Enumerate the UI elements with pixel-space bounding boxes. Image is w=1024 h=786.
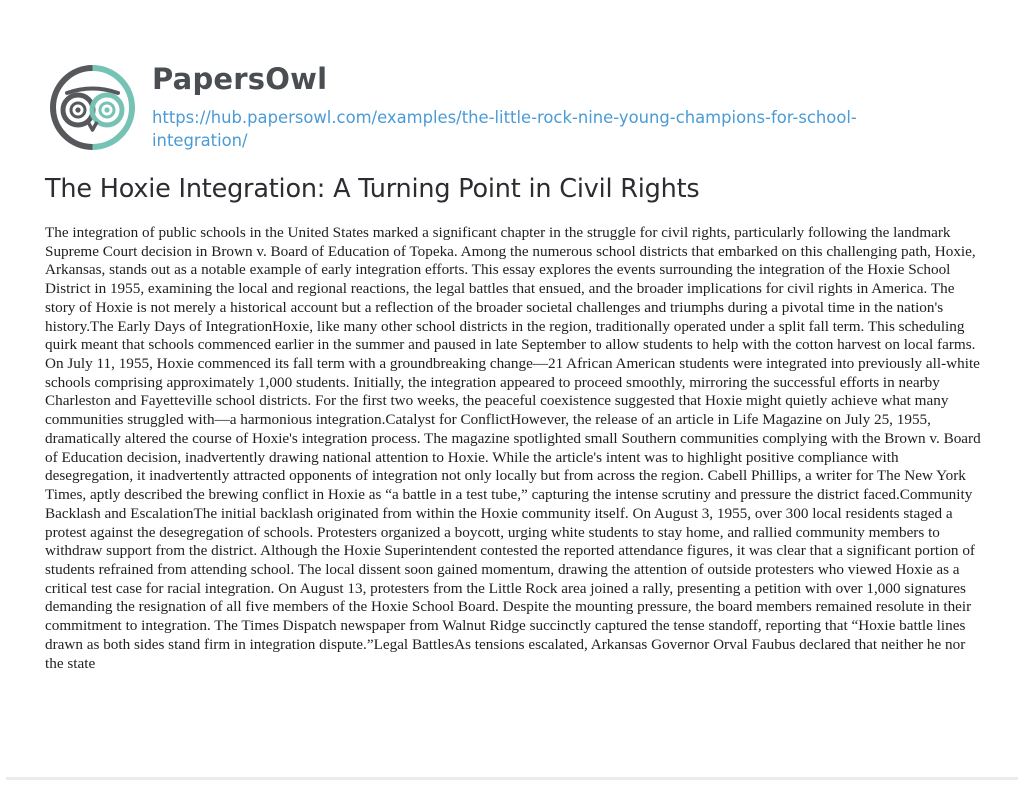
owl-eyes-icon (45, 60, 140, 155)
owl-eyes-logo-svg (45, 60, 140, 155)
bottom-divider (6, 777, 1018, 780)
article-title: The Hoxie Integration: A Turning Point in Civil Rights (45, 174, 700, 204)
source-url-link[interactable]: https://hub.papersowl.com/examples/the-little-rock-nine-young-champions-for-school-integration/ (152, 108, 857, 150)
article-body: The integration of public schools in the United States marked a significant chapter in the struggle for civil rights, particularly following the landmark Supreme Court decision in Brown v. Board of Education of Topeka. Among the numerous school districts that embarked on this challenging path, Hoxie, Arkansas, stands out as a notable example of early integration efforts. This essay explores the events surrounding the integration of the Hoxie School District in 1955, examining the local and regional reactions, the legal battles that ensued, and the broader implications for civil rights in America. The story of Hoxie is not merely a historical account but a reflection of the broader societal challenges and triumphs during a pivotal time in the nation's history.The Early Days of IntegrationHoxie, like many other school districts in the region, traditionally operated under a split fall term. This scheduling quirk meant that schools commenced earlier in the summer and paused in late September to allow students to help with the cotton harvest on local farms. On July 11, 1955, Hoxie commenced its fall term with a groundbreaking change—21 African American students were integrated into previously all-white schools comprising approximately 1,000 students. Initially, the integration appeared to proceed smoothly, mirroring the successful efforts in nearby Charleston and Fayetteville school districts. For the first two weeks, the peaceful coexistence suggested that Hoxie might quietly achieve what many communities struggled with—a harmonious integration.Catalyst for ConflictHowever, the release of an article in Life Magazine on July 25, 1955, dramatically altered the course of Hoxie's integration process. The magazine spotlighted small Southern communities complying with the Brown v. Board of Education decision, inadvertently drawing national attention to Hoxie. While the article's intent was to highlight positive compliance with desegregation, it inadvertently attracted opponents of integration not only locally but from across the region. Cabell Phillips, a writer for The New York Times, aptly described the brewing conflict in Hoxie as “a battle in a test tube,” capturing the intense scrutiny and pressure the district faced.Community Backlash and EscalationThe initial backlash originated from within the Hoxie community itself. On August 3, 1955, over 300 local residents staged a protest against the desegregation of schools. Protesters organized a boycott, urging white students to stay home, and rallied community members to withdraw support from the district. Although the Hoxie Superintendent contested the reported attendance figures, it was clear that a significant portion of students refrained from attending school. The local dissent soon gained momentum, drawing the attention of outside protesters who viewed Hoxie as a critical test case for racial integration. On August 13, protesters from the Little Rock area joined a rally, presenting a petition with over 1,000 signatures demanding the resignation of all five members of the Hoxie School Board. Despite the mounting pressure, the board members remained resolute in their commitment to integration. The Times Dispatch newspaper from Walnut Ridge succinctly captured the tense standoff, reporting that “Hoxie battle lines drawn as both sides stand firm in integration dispute.”Legal BattlesAs tensions escalated, Arkansas Governor Orval Faubus declared that neither he nor the state (45, 224, 981, 672)
brand-name: PapersOwl (152, 62, 328, 96)
